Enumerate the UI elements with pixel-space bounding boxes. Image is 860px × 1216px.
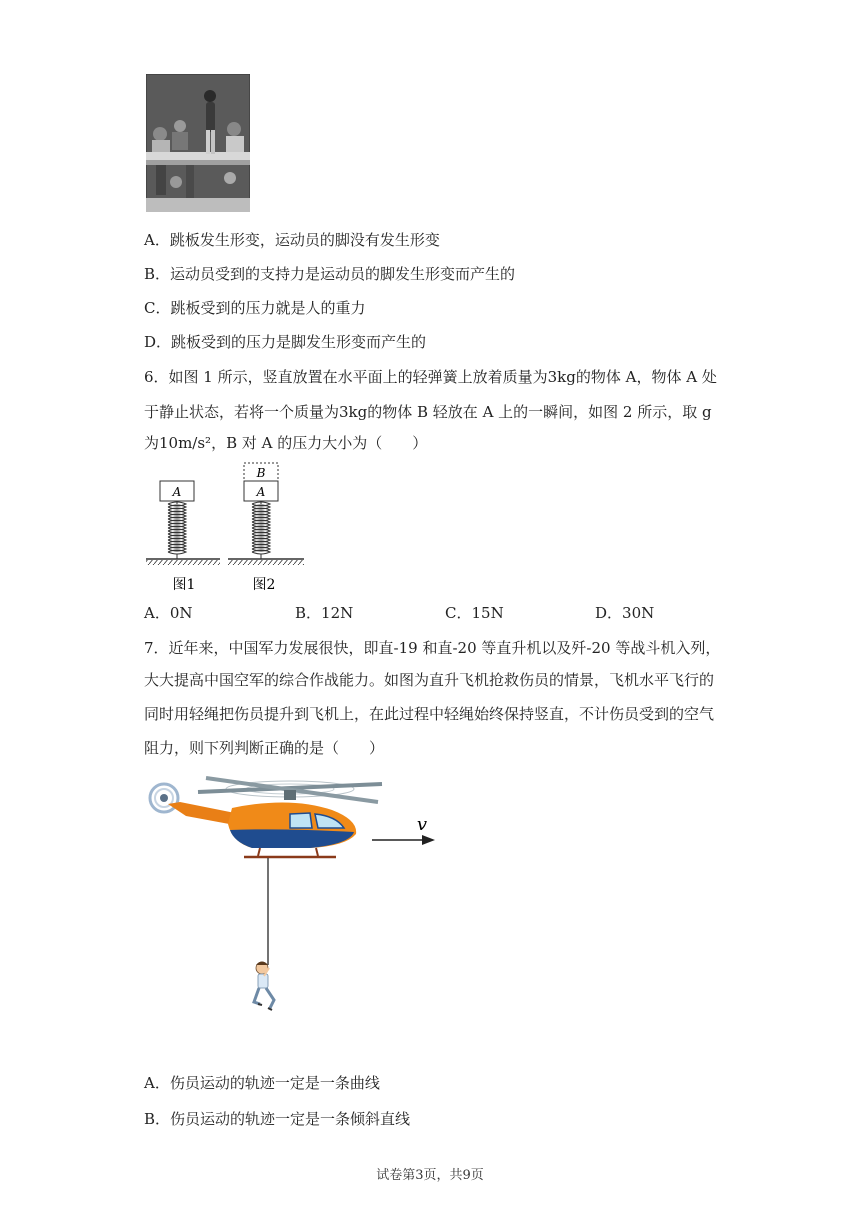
q6-option-a: A．0N [144, 604, 193, 622]
q7-option-a: A．伤员运动的轨迹一定是一条曲线 [144, 1074, 380, 1092]
q7-stem-line-3: 同时用轻绳把伤员提升到飞机上，在此过程中轻绳始终保持竖直，不计伤员受到的空气 [144, 705, 715, 723]
q5-option-c: C．跳板受到的压力就是人的重力 [144, 299, 366, 317]
q5-option-d: D．跳板受到的压力是脚发生形变而产生的 [144, 333, 427, 351]
figure-1-caption: 图1 [172, 577, 196, 593]
q7-stem-line-1: 7．近年来，中国军力发展很快，即直-19 和直-20 等直升机以及歼-20 等战斗机入列， [144, 639, 721, 657]
q7-option-b: B．伤员运动的轨迹一定是一条倾斜直线 [144, 1110, 411, 1128]
q5-option-b: B．运动员受到的支持力是运动员的脚发生形变而产生的 [144, 265, 516, 283]
figure-2-caption: 图2 [252, 577, 276, 593]
figure-2 [228, 463, 304, 593]
diving-photo [146, 74, 250, 212]
q6-stem-line-2: 于静止状态，若将一个质量为3kg的物体 B 轻放在 A 上的一瞬间，如图 2 所示，取 g [144, 403, 712, 421]
block-a2-label: A [256, 485, 266, 499]
q6-option-c: C．15N [445, 604, 504, 622]
velocity-label: v [416, 814, 428, 835]
figure-1 [146, 481, 220, 593]
block-a-label: A [172, 485, 182, 499]
casualty-figure [254, 962, 274, 1011]
q6-option-d: D．30N [595, 604, 655, 622]
q6-spring-figure [144, 462, 314, 597]
q7-stem-line-2: 大大提高中国空军的综合作战能力。如图为直升飞机抢救伤员的情景，飞机水平飞行的 [144, 671, 715, 689]
q7-stem-line-4: 阻力，则下列判断正确的是（ ） [144, 739, 385, 757]
q7-helicopter-figure [140, 770, 450, 1025]
page-footer: 试卷第3页，共9页 [376, 1168, 484, 1183]
q6-stem-line-1: 6．如图 1 所示，竖直放置在水平面上的轻弹簧上放着质量为3kg的物体 A，物体 A 处 [144, 368, 717, 386]
q6-option-b: B．12N [295, 604, 354, 622]
q6-stem-line-3: 为10m/s²，B 对 A 的压力大小为（ ） [144, 434, 428, 452]
q5-option-a: A．跳板发生形变，运动员的脚没有发生形变 [144, 231, 440, 249]
block-b-label: B [256, 466, 266, 480]
